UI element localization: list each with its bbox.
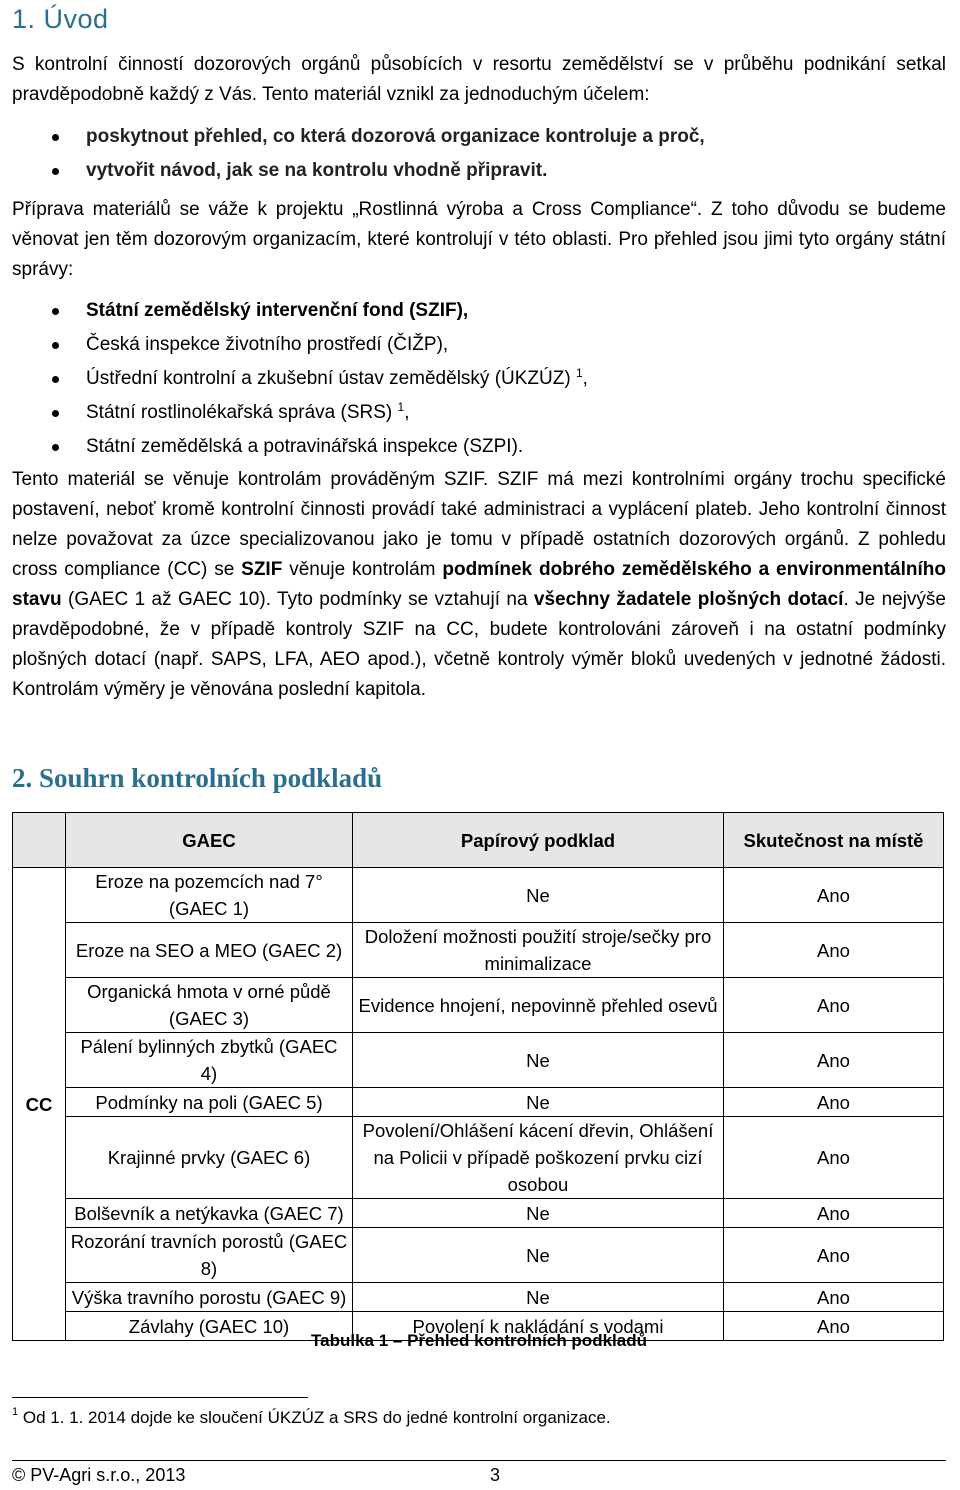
cell-onsite: Ano: [724, 1117, 944, 1199]
list-item: Státní zemědělská a potravinářská inspekce (SZPI).: [12, 430, 946, 464]
table-header-row: [13, 813, 944, 868]
cell-paper: Ne: [353, 1283, 724, 1312]
cell-paper: Doložení možnosti použití stroje/sečky pro minimalizace: [353, 923, 724, 978]
list-item: Státní zemědělský intervenční fond (SZIF),: [12, 294, 946, 328]
page-number: 3: [490, 1465, 501, 1485]
control-table: [12, 812, 944, 1341]
project-paragraph: Příprava materiálů se váže k projektu „Rostlinná výroba a Cross Compliance“. Z toho důvodu se budeme věnovat jen těm dozorovým organizacím, které kontrolují v této oblasti. Pro přehled jsou jimi tyto orgány státní správy:: [12, 199, 946, 280]
bullet-icon: [52, 444, 59, 451]
table-row: [13, 1283, 944, 1312]
list-item: Ústřední kontrolní a zkušební ústav zemědělský (ÚKZÚZ) $^1$,: [12, 362, 946, 396]
bullet-icon: [52, 376, 59, 383]
cell-paper: Evidence hnojení, nepovinně přehled osevů: [353, 978, 724, 1033]
list-item: vytvořit návod, jak se na kontrolu vhodně připravit.: [12, 154, 946, 188]
table-row: [13, 978, 944, 1033]
heading-uvod: 1. Úvod: [12, 4, 109, 34]
cell-paper: Ne: [353, 868, 724, 923]
cell-gaec: Závlahy (GAEC 10): [66, 1312, 353, 1341]
bullet-icon: [52, 342, 59, 349]
table-row: [13, 1117, 944, 1199]
footnote: $^1$ Od 1. 1. 2014 dojde ke sloučení ÚKZÚZ a SRS do jedné kontrolní organizace.: [12, 1406, 611, 1427]
cell-gaec: Krajinné prvky (GAEC 6): [66, 1117, 353, 1199]
bullet-icon: [52, 410, 59, 417]
intro-paragraph: S kontrolní činností dozorových orgánů působících v resortu zemědělství se v průběhu podnikání setkal pravděpodobně každý z Vás. Tento materiál vznikl za jednoduchým účelem:: [12, 54, 946, 105]
cell-gaec: Výška travního porostu (GAEC 9): [66, 1283, 353, 1312]
bullet-icon: [52, 168, 59, 175]
table-row: [13, 1228, 944, 1283]
cell-onsite: Ano: [724, 1088, 944, 1117]
heading-souhrn: 2. Souhrn kontrolních podkladů: [12, 763, 383, 793]
authorities-list: [12, 294, 946, 464]
footer-divider: [12, 1460, 946, 1461]
cell-onsite: Ano: [724, 868, 944, 923]
cell-onsite: Ano: [724, 978, 944, 1033]
group-label-cc: CC: [13, 868, 66, 1341]
cell-onsite: Ano: [724, 923, 944, 978]
cell-gaec: Bolševník a netýkavka (GAEC 7): [66, 1199, 353, 1228]
cell-paper: Ne: [353, 1228, 724, 1283]
list-item: poskytnout přehled, co která dozorová organizace kontroluje a proč,: [12, 120, 946, 154]
header-onsite: Skutečnost na místě: [724, 813, 944, 868]
cell-gaec: Rozorání travních porostů (GAEC 8): [66, 1228, 353, 1283]
cell-paper: Povolení k nakládání s vodami: [353, 1312, 724, 1341]
footnote-mark: 1: [12, 1406, 19, 1418]
cell-gaec: Podmínky na poli (GAEC 5): [66, 1088, 353, 1117]
table-row: [13, 923, 944, 978]
cell-paper: Ne: [353, 1088, 724, 1117]
table-row: [13, 1088, 944, 1117]
cell-onsite: Ano: [724, 1312, 944, 1341]
header-gaec: GAEC: [66, 813, 353, 868]
cell-paper: Ne: [353, 1199, 724, 1228]
cell-onsite: Ano: [724, 1033, 944, 1088]
cell-paper: Povolení/Ohlášení kácení dřevin, Ohlášení na Policii v případě poškození prvku cizí osobou: [353, 1117, 724, 1199]
cell-gaec: Organická hmota v orné půdě (GAEC 3): [66, 978, 353, 1033]
cell-paper: Ne: [353, 1033, 724, 1088]
cell-onsite: Ano: [724, 1199, 944, 1228]
cell-onsite: Ano: [724, 1283, 944, 1312]
footnote-divider: [12, 1397, 308, 1398]
table-row: [13, 1199, 944, 1228]
table-row: [13, 868, 944, 923]
list-item: Státní rostlinolékařská správa (SRS) $^1$,: [12, 396, 946, 430]
cell-gaec: Eroze na pozemcích nad 7° (GAEC 1): [66, 868, 353, 923]
table-caption: Tabulka 1 – Přehled kontrolních podkladů: [311, 1331, 647, 1350]
list-item: Česká inspekce životního prostředí (ČIŽP),: [12, 328, 946, 362]
table-corner-cell: [13, 813, 66, 868]
header-paper: Papírový podklad: [353, 813, 724, 868]
footnote-ref[interactable]: 1: [575, 366, 583, 380]
bullet-icon: [52, 134, 59, 141]
cell-onsite: Ano: [724, 1228, 944, 1283]
table-row: [13, 1033, 944, 1088]
purpose-list: [12, 120, 946, 188]
bullet-icon: [52, 308, 59, 315]
cell-gaec: Eroze na SEO a MEO (GAEC 2): [66, 923, 353, 978]
footer-copyright: © PV-Agri s.r.o., 2013: [12, 1465, 186, 1485]
szif-paragraph: Tento materiál se věnuje kontrolám prováděným SZIF. SZIF má mezi kontrolními orgány trochu specifické postavení, neboť kromě kontrolní činnosti provádí také administraci a vyplácení plateb. Jeho kontrolní činnost nelze považovat za úzce specializovanou jako je tomu v případě ostatních dozorových orgánů. Z pohledu cross compliance (CC) se SZIF věnuje kontrolám podmínek dobrého zemědělského a environmentálního stavu (GAEC 1 až GAEC 10). Tyto podmínky se vztahují na všechny žadatele plošných dotací. Je nejvýše pravděpodobné, že v případě kontroly SZIF na CC, budete kontrolováni zároveň i na ostatní podmínky plošných dotací (např. SAPS, LFA, AEO apod.), včetně kontroly výměr bloků uvedených v jednotné žádosti. Kontrolám výměry je věnována poslední kapitola.: [12, 469, 946, 700]
footnote-ref[interactable]: 1: [397, 400, 405, 414]
cell-gaec: Pálení bylinných zbytků (GAEC 4): [66, 1033, 353, 1088]
